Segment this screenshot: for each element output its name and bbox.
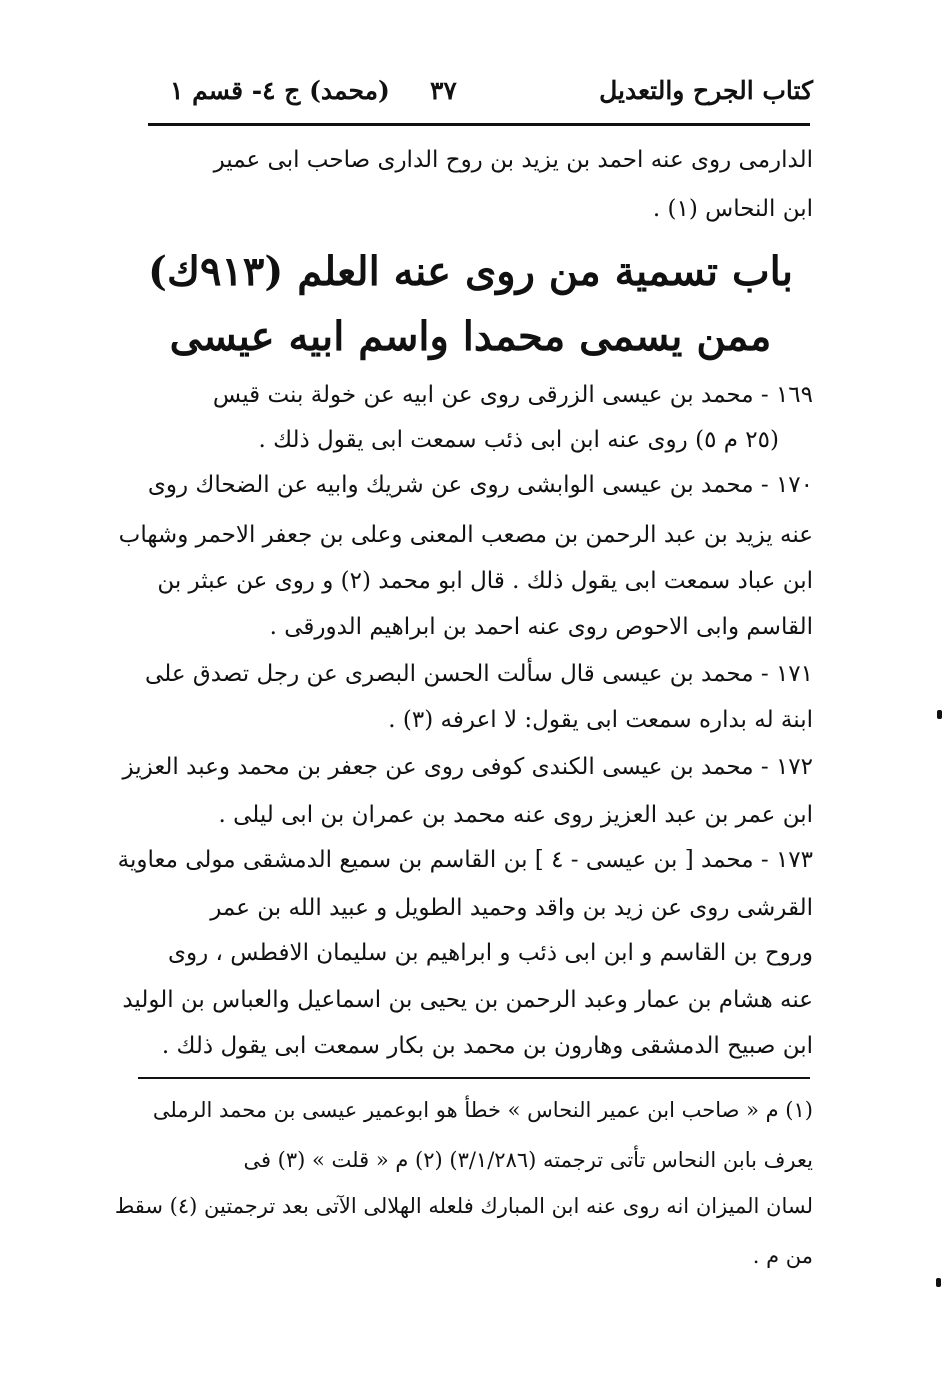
header-page-number: ٣٧: [430, 76, 457, 105]
chapter-heading-line-1: باب تسمية من روى عنه العلم (٩١٣ك): [148, 248, 793, 295]
entry-170-line-4: القاسم وابى الاحوص روى عنه احمد بن ابراهيم الدورقى .: [269, 614, 813, 640]
footnote-line-2: يعرف بابن النحاس تأتى ترجمته (٣/١/٢٨٦) (٢) م « قلت » (٣) فى: [243, 1148, 813, 1172]
entry-170-line-1: ١٧٠ - محمد بن عيسى الوابشى روى عن شريك وابيه عن الضحاك روى: [147, 472, 813, 498]
intro-line-2: ابن النحاس (١) .: [652, 196, 813, 222]
intro-line-1: الدارمى روى عنه احمد بن يزيد بن روح الدارى صاحب ابى عمير: [213, 147, 813, 173]
header-section: (محمد) ج ٤- قسم ١: [170, 76, 390, 105]
entry-173-line-4: عنه هشام بن عمار وعبد الرحمن بن يحيى بن اسماعيل والعباس بن الوليد: [122, 987, 813, 1013]
footnote-line-1: (١) م « صاحب ابن عمير النحاس » خطأ هو ابوعمير عيسى بن محمد الرملى: [152, 1098, 813, 1122]
chapter-heading-line-2: ممن يسمى محمدا واسم ابيه عيسى: [169, 313, 772, 360]
header-book-title: كتاب الجرح والتعديل: [599, 76, 813, 105]
scan-speck: [937, 710, 942, 719]
entry-170-line-2: عنه يزيد بن عبد الرحمن بن مصعب المعنى وعلى بن جعفر الاحمر وشهاب: [118, 522, 813, 548]
footnote-line-3: لسان الميزان انه روى عنه ابن المبارك فلعله الهلالى الآتى بعد ترجمتين (٤) سقط: [114, 1194, 813, 1218]
running-header: [170, 76, 813, 116]
entry-173-line-3: وروح بن القاسم و ابن ابى ذئب و ابراهيم بن سليمان الافطس ، روى: [168, 940, 813, 966]
footnote-line-4: من م .: [752, 1244, 813, 1268]
entry-172-line-2: ابن عمر بن عبد العزيز روى عنه محمد بن عمران بن ابى ليلى .: [218, 802, 813, 828]
header-rule: [148, 123, 810, 126]
footnote-rule: [138, 1077, 810, 1079]
entry-169-line-2: (٢٥ م ٥) روى عنه ابن ابى ذئب سمعت ابى يقول ذلك .: [258, 427, 779, 453]
scan-speck: [936, 1278, 941, 1287]
entry-170-line-3: ابن عباد سمعت ابى يقول ذلك . قال ابو محمد (٢) و روى عن عبثر بن: [157, 568, 813, 594]
entry-173-line-1: ١٧٣ - محمد [ بن عيسى - ٤ ] بن القاسم بن سميع الدمشقى مولى معاوية: [117, 847, 813, 873]
entry-171-line-1: ١٧١ - محمد بن عيسى قال سألت الحسن البصرى عن رجل تصدق على: [145, 661, 813, 687]
entry-171-line-2: ابنة له بداره سمعت ابى يقول: لا اعرفه (٣) .: [388, 707, 813, 733]
entry-172-line-1: ١٧٢ - محمد بن عيسى الكندى كوفى روى عن جعفر بن محمد وعبد العزيز: [122, 754, 813, 780]
entry-169-line-1: ١٦٩ - محمد بن عيسى الزرقى روى عن ابيه عن خولة بنت قيس: [212, 382, 813, 408]
entry-173-line-5: ابن صبيح الدمشقى وهارون بن محمد بن بكار سمعت ابى يقول ذلك .: [161, 1033, 813, 1059]
entry-173-line-2: القرشى روى عن زيد بن واقد وحميد الطويل و عبيد الله بن عمر: [210, 895, 813, 921]
